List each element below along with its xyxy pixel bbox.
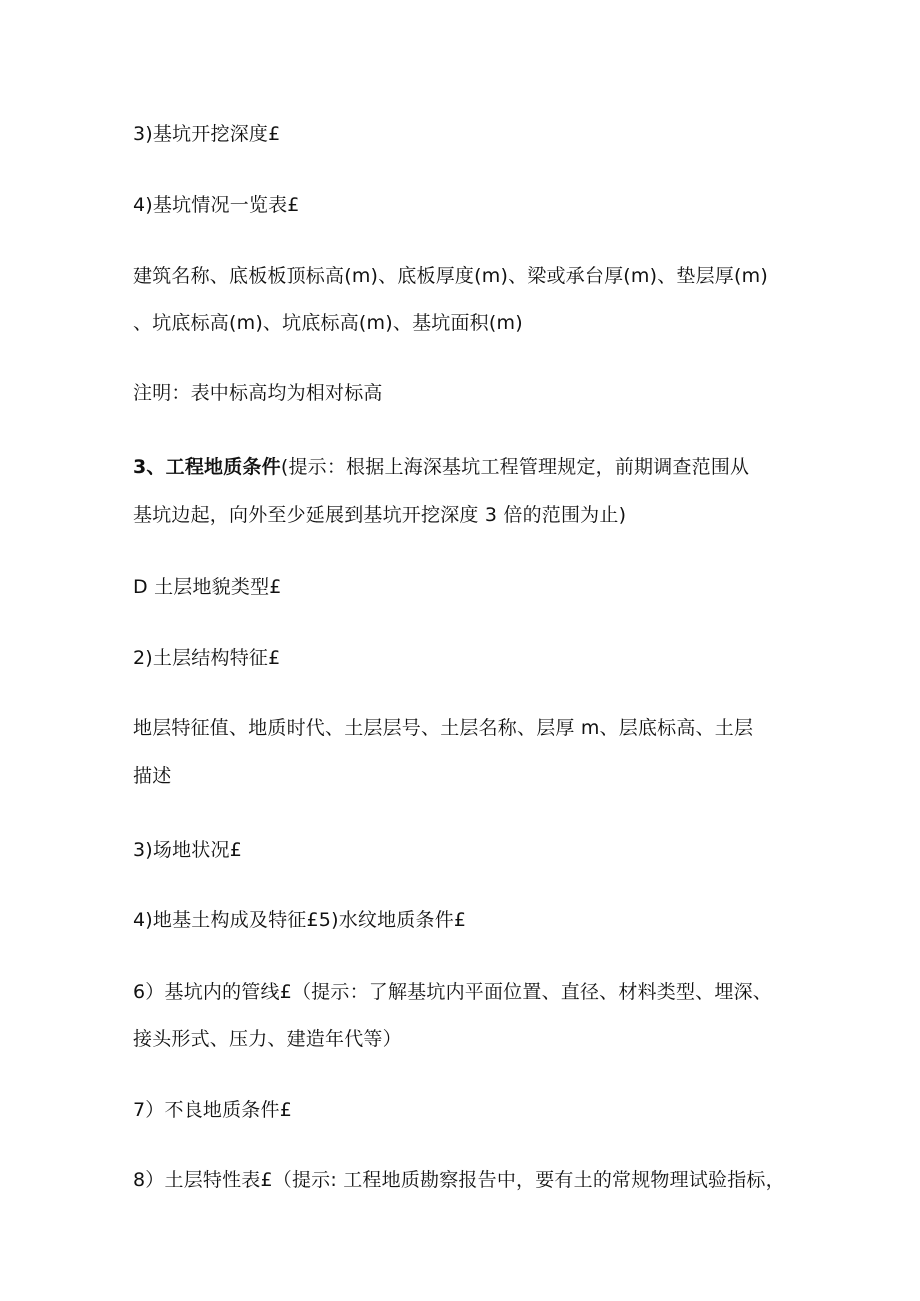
item-2-soil-structure: 2)土层结构特征£ bbox=[133, 647, 281, 669]
item-4-pit-overview-table: 4)基坑情况一览表£ bbox=[133, 194, 300, 216]
item-8-soil-property-table: 8）土层特性表£（提示: 工程地质勘察报告中，要有土的常规物理试验指标， bbox=[133, 1169, 785, 1191]
stratum-fields-line-1: 地层特征值、地质时代、土层层号、土层名称、层厚 m、层底标高、土层 bbox=[133, 717, 754, 739]
section-3-heading bbox=[133, 455, 749, 479]
note-relative-elevation: 注明：表中标高均为相对标高 bbox=[133, 382, 383, 404]
section-3-title: 3、工程地质条件 bbox=[133, 456, 281, 478]
item-6-pipelines-continued: 接头形式、压力、建造年代等） bbox=[133, 1028, 402, 1050]
table-columns-line-2: 、坑底标高(m)、坑底标高(m)、基坑面积(m) bbox=[133, 312, 523, 334]
section-3-hint: (提示：根据上海深基坑工程管理规定，前期调查范围从 bbox=[280, 456, 750, 478]
item-6-pipelines: 6）基坑内的管线£（提示：了解基坑内平面位置、直径、材料类型、埋深、 bbox=[133, 981, 772, 1003]
item-7-adverse-geology: 7）不良地质条件£ bbox=[133, 1099, 292, 1121]
item-4-5-foundation-hydro: 4)地基土构成及特征£5)水纹地质条件£ bbox=[133, 909, 467, 931]
item-3-excavation-depth: 3)基坑开挖深度£ bbox=[133, 123, 281, 145]
item-3-site-condition: 3)场地状况£ bbox=[133, 839, 242, 861]
stratum-fields-line-2: 描述 bbox=[133, 765, 172, 787]
section-3-hint-continued: 基坑边起，向外至少延展到基坑开挖深度 3 倍的范围为止) bbox=[133, 504, 627, 526]
item-1-soil-landform: D 土层地貌类型£ bbox=[133, 576, 282, 598]
table-columns-line-1: 建筑名称、底板板顶标高(m)、底板厚度(m)、梁或承台厚(m)、垫层厚(m) bbox=[133, 265, 768, 287]
